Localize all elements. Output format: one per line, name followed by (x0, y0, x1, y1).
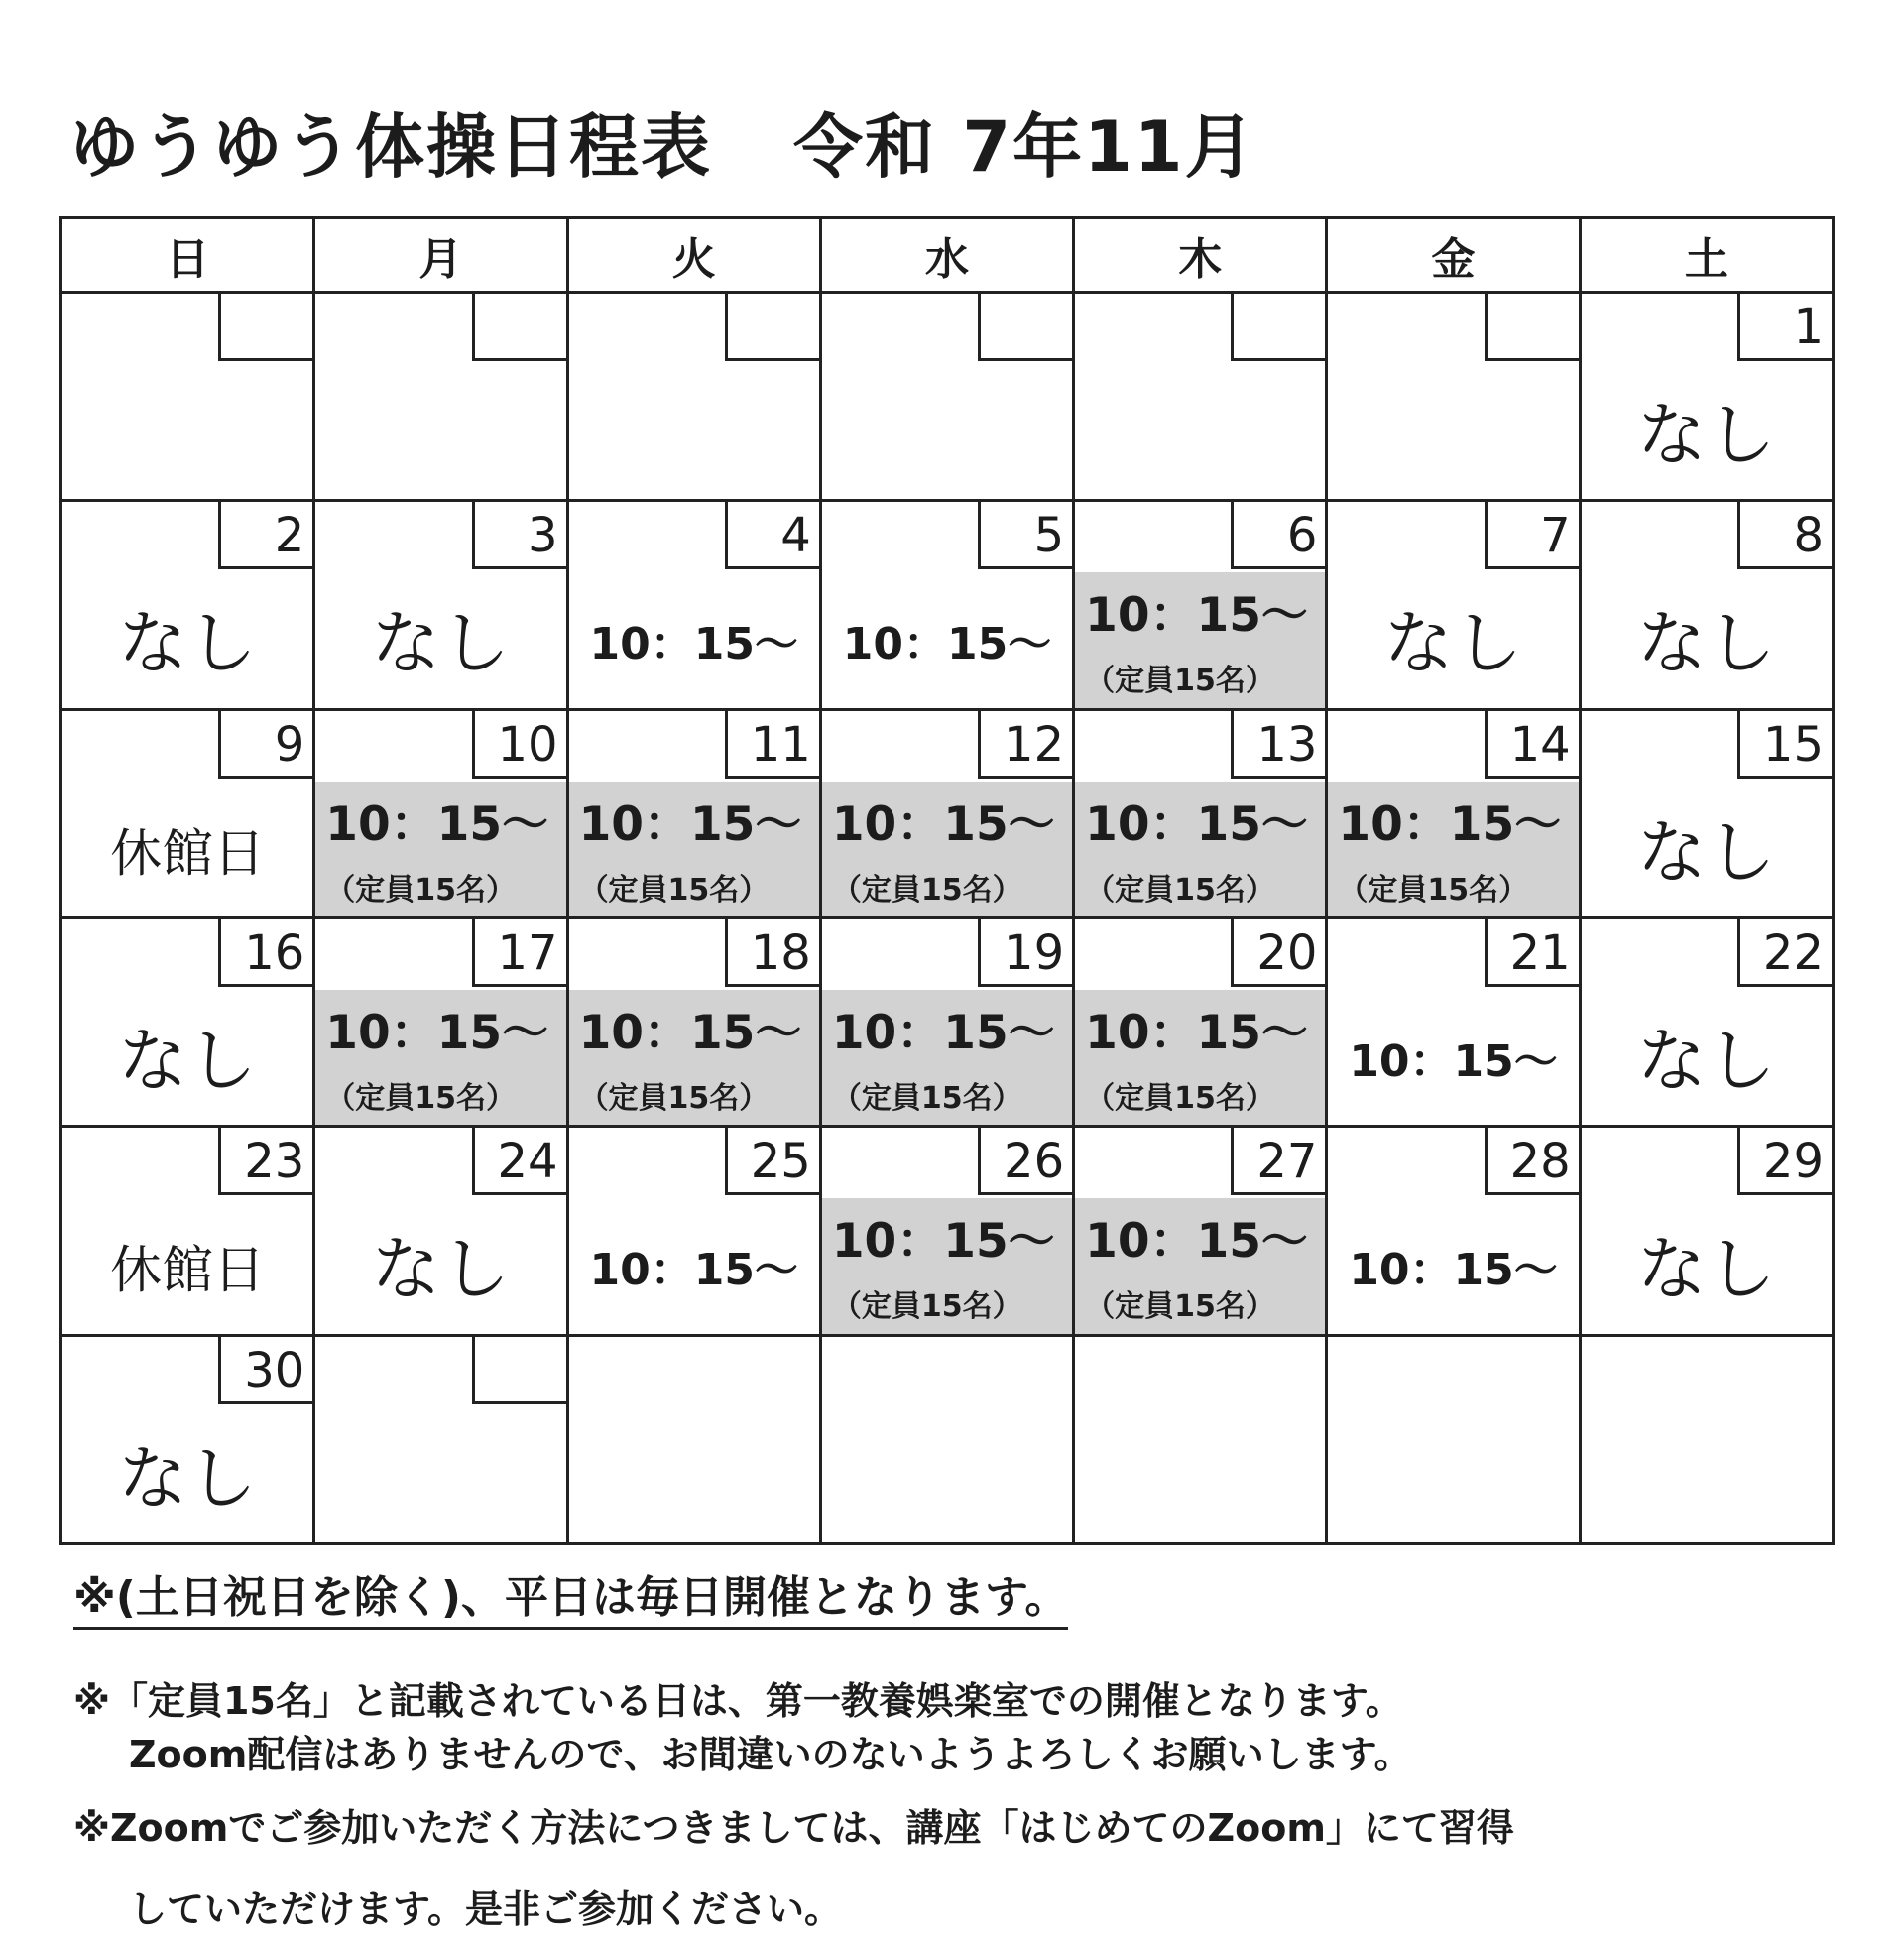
in-person-session (315, 990, 565, 1125)
day-cell (1327, 709, 1580, 917)
capacity-label: （定員15名） (325, 872, 517, 908)
capacity-label: （定員15名） (578, 1080, 770, 1116)
day-cell (567, 1127, 820, 1335)
day-cell (820, 1127, 1073, 1335)
day-content (1328, 1198, 1578, 1333)
day-number: 24 (472, 1128, 566, 1195)
day-cell (820, 709, 1073, 917)
day-content (1328, 572, 1578, 707)
day-cell (1074, 709, 1327, 917)
no-session-label: なし (118, 1020, 258, 1102)
session-time: 10：15～ (578, 1005, 802, 1060)
day-number: 26 (978, 1128, 1072, 1195)
day-cell (1327, 1335, 1580, 1543)
day-cell (1074, 293, 1327, 501)
session-time: 10：15～ (578, 796, 802, 852)
day-number: 7 (1485, 502, 1579, 569)
session-time: 10：15～ (831, 796, 1055, 852)
in-person-session (1075, 782, 1325, 916)
capacity-label: （定員15名） (1085, 664, 1275, 699)
day-content (822, 572, 1072, 707)
no-session-label: なし (371, 1228, 511, 1310)
day-cell (1580, 1127, 1833, 1335)
day-content (1582, 364, 1832, 499)
title-main: ゆうゆう体操日程表 (69, 106, 712, 187)
day-cell (1580, 293, 1833, 501)
day-cell (1580, 917, 1833, 1126)
day-content (315, 364, 565, 499)
day-content (1328, 1407, 1578, 1542)
day-content (315, 1198, 565, 1333)
day-number: 1 (1737, 294, 1832, 361)
day-content (822, 1407, 1072, 1542)
day-number: 8 (1737, 502, 1832, 569)
day-cell (1327, 917, 1580, 1126)
day-number: 15 (1737, 711, 1832, 779)
capacity-label: （定員15名） (325, 1080, 517, 1116)
day-number: 11 (725, 711, 819, 779)
day-number: 19 (978, 919, 1072, 987)
day-cell (61, 1335, 314, 1543)
session-time: 10：15～ (1349, 1036, 1558, 1088)
day-content (1075, 364, 1325, 499)
day-cell (61, 501, 314, 709)
session-time: 10：15～ (1085, 1214, 1308, 1270)
capacity-label: （定員15名） (831, 872, 1022, 908)
day-number: 10 (472, 711, 566, 779)
day-number: 23 (218, 1128, 312, 1195)
day-number: 5 (978, 502, 1072, 569)
no-session-label: なし (1636, 811, 1776, 894)
capacity-label: （定員15名） (1085, 1289, 1275, 1325)
in-person-session (1075, 990, 1325, 1125)
day-content (1075, 1407, 1325, 1542)
day-cell (820, 501, 1073, 709)
day-cell (314, 917, 567, 1126)
weekday-fri: 金 (1327, 218, 1580, 293)
weekday-sun: 日 (61, 218, 314, 293)
day-number: 9 (218, 711, 312, 779)
no-session-label: なし (1383, 602, 1523, 684)
day-content (822, 364, 1072, 499)
week-row (61, 293, 1834, 501)
day-cell (567, 709, 820, 917)
session-time: 10：15～ (589, 619, 798, 670)
day-content (62, 782, 312, 916)
day-content (569, 1407, 819, 1542)
day-content (315, 1407, 565, 1542)
session-time: 10：15～ (831, 1005, 1055, 1060)
no-session-label: なし (1636, 1020, 1776, 1102)
day-number: 6 (1231, 502, 1325, 569)
day-cell (61, 917, 314, 1126)
day-number: 21 (1485, 919, 1579, 987)
in-person-session (822, 782, 1072, 916)
day-cell (1580, 1335, 1833, 1543)
day-number: 28 (1485, 1128, 1579, 1195)
day-content (62, 572, 312, 707)
day-content (569, 364, 819, 499)
week-row (61, 917, 1834, 1126)
capacity-label: （定員15名） (1085, 872, 1275, 908)
session-time: 10：15～ (842, 619, 1052, 670)
no-session-label: なし (1636, 1228, 1776, 1310)
in-person-session (315, 782, 565, 916)
day-content (62, 364, 312, 499)
day-number: 17 (472, 919, 566, 987)
day-number: 27 (1231, 1128, 1325, 1195)
weekday-thu: 木 (1074, 218, 1327, 293)
title-era: 令和 7年11月 (793, 106, 1256, 187)
day-cell (1580, 709, 1833, 917)
weekday-sat: 土 (1580, 218, 1833, 293)
in-person-session (1075, 572, 1325, 707)
day-content (569, 1198, 819, 1333)
day-cell (1327, 501, 1580, 709)
no-session-label: なし (1636, 602, 1776, 684)
capacity-label: （定員15名） (1085, 1080, 1275, 1116)
day-cell (314, 1127, 567, 1335)
in-person-session (822, 1198, 1072, 1333)
day-number: 14 (1485, 711, 1579, 779)
day-content (1582, 782, 1832, 916)
capacity-label: （定員15名） (578, 872, 770, 908)
day-cell (567, 1335, 820, 1543)
note-zoom-line1: ※Zoomでご参加いただく方法につきましては、講座「はじめてのZoom」にて習得 (73, 1806, 1514, 1850)
day-cell (1074, 917, 1327, 1126)
weekday-tue: 火 (567, 218, 820, 293)
in-person-session (569, 782, 819, 916)
session-time: 10：15～ (831, 1214, 1055, 1270)
session-time: 10：15～ (325, 796, 549, 852)
day-cell (314, 501, 567, 709)
day-cell (567, 293, 820, 501)
day-number: 3 (472, 502, 566, 569)
in-person-session (1075, 1198, 1325, 1333)
day-number (472, 294, 566, 361)
day-cell (314, 1335, 567, 1543)
day-number: 4 (725, 502, 819, 569)
day-number (218, 294, 312, 361)
day-content (569, 572, 819, 707)
session-time: 10：15～ (589, 1245, 798, 1296)
day-cell (820, 1335, 1073, 1543)
day-cell (820, 917, 1073, 1126)
session-time: 10：15～ (1085, 796, 1308, 852)
closed-day-label: 休館日 (110, 824, 266, 885)
capacity-label: （定員15名） (831, 1289, 1022, 1325)
note-zoom-line2: していただけます。是非ご参加ください。 (129, 1887, 842, 1931)
no-session-label: なし (118, 602, 258, 684)
day-number (1485, 294, 1579, 361)
note-capacity-line1: ※「定員15名」と記載されている日は、第一教養娯楽室での開催となります。 (73, 1679, 1403, 1723)
day-cell (1327, 1127, 1580, 1335)
no-session-label: なし (371, 602, 511, 684)
week-row (61, 501, 1834, 709)
day-cell (61, 709, 314, 917)
in-person-session (822, 990, 1072, 1125)
note-weekdays: ※(土日祝日を除く)、平日は毎日開催となります。 (73, 1561, 1068, 1630)
day-cell (820, 293, 1073, 501)
capacity-label: （定員15名） (831, 1080, 1022, 1116)
day-cell (567, 501, 820, 709)
closed-day-label: 休館日 (110, 1241, 266, 1301)
week-row (61, 709, 1834, 917)
day-cell (314, 293, 567, 501)
day-number (1231, 294, 1325, 361)
note-capacity-line2: Zoom配信はありませんので、お間違いのないようよろしくお願いします。 (129, 1733, 1412, 1776)
day-cell (314, 709, 567, 917)
day-number (725, 294, 819, 361)
day-cell (1074, 1335, 1327, 1543)
day-number: 2 (218, 502, 312, 569)
day-number: 16 (218, 919, 312, 987)
day-content (315, 572, 565, 707)
day-content (62, 1407, 312, 1542)
session-time: 10：15～ (1085, 588, 1308, 644)
session-time: 10：15～ (1349, 1245, 1558, 1296)
day-content (62, 990, 312, 1125)
no-session-label: なし (118, 1437, 258, 1519)
weekday-wed: 水 (820, 218, 1073, 293)
day-number: 20 (1231, 919, 1325, 987)
day-content (1582, 1198, 1832, 1333)
day-content (1582, 572, 1832, 707)
day-cell (1074, 1127, 1327, 1335)
day-number: 13 (1231, 711, 1325, 779)
day-cell (61, 1127, 314, 1335)
page-title (69, 91, 1256, 191)
in-person-session (1328, 782, 1578, 916)
day-number: 30 (218, 1337, 312, 1404)
day-cell (61, 293, 314, 501)
day-number: 18 (725, 919, 819, 987)
day-content (1328, 990, 1578, 1125)
session-time: 10：15～ (325, 1005, 549, 1060)
day-content (1582, 1407, 1832, 1542)
day-number (472, 1337, 566, 1404)
day-content (62, 1198, 312, 1333)
day-cell (567, 917, 820, 1126)
day-cell (1074, 501, 1327, 709)
day-number: 29 (1737, 1128, 1832, 1195)
session-time: 10：15～ (1338, 796, 1562, 852)
day-number: 22 (1737, 919, 1832, 987)
week-row (61, 1335, 1834, 1543)
day-cell (1327, 293, 1580, 501)
calendar-body (61, 293, 1834, 1544)
day-content (1582, 990, 1832, 1125)
day-number: 12 (978, 711, 1072, 779)
session-time: 10：15～ (1085, 1005, 1308, 1060)
capacity-label: （定員15名） (1338, 872, 1529, 908)
day-content (1328, 364, 1578, 499)
day-cell (1580, 501, 1833, 709)
weekday-mon: 月 (314, 218, 567, 293)
calendar-grid (60, 216, 1835, 1545)
in-person-session (569, 990, 819, 1125)
weekday-header-row (61, 218, 1834, 293)
no-session-label: なし (1636, 394, 1776, 476)
day-number: 25 (725, 1128, 819, 1195)
week-row (61, 1127, 1834, 1335)
day-number (978, 294, 1072, 361)
